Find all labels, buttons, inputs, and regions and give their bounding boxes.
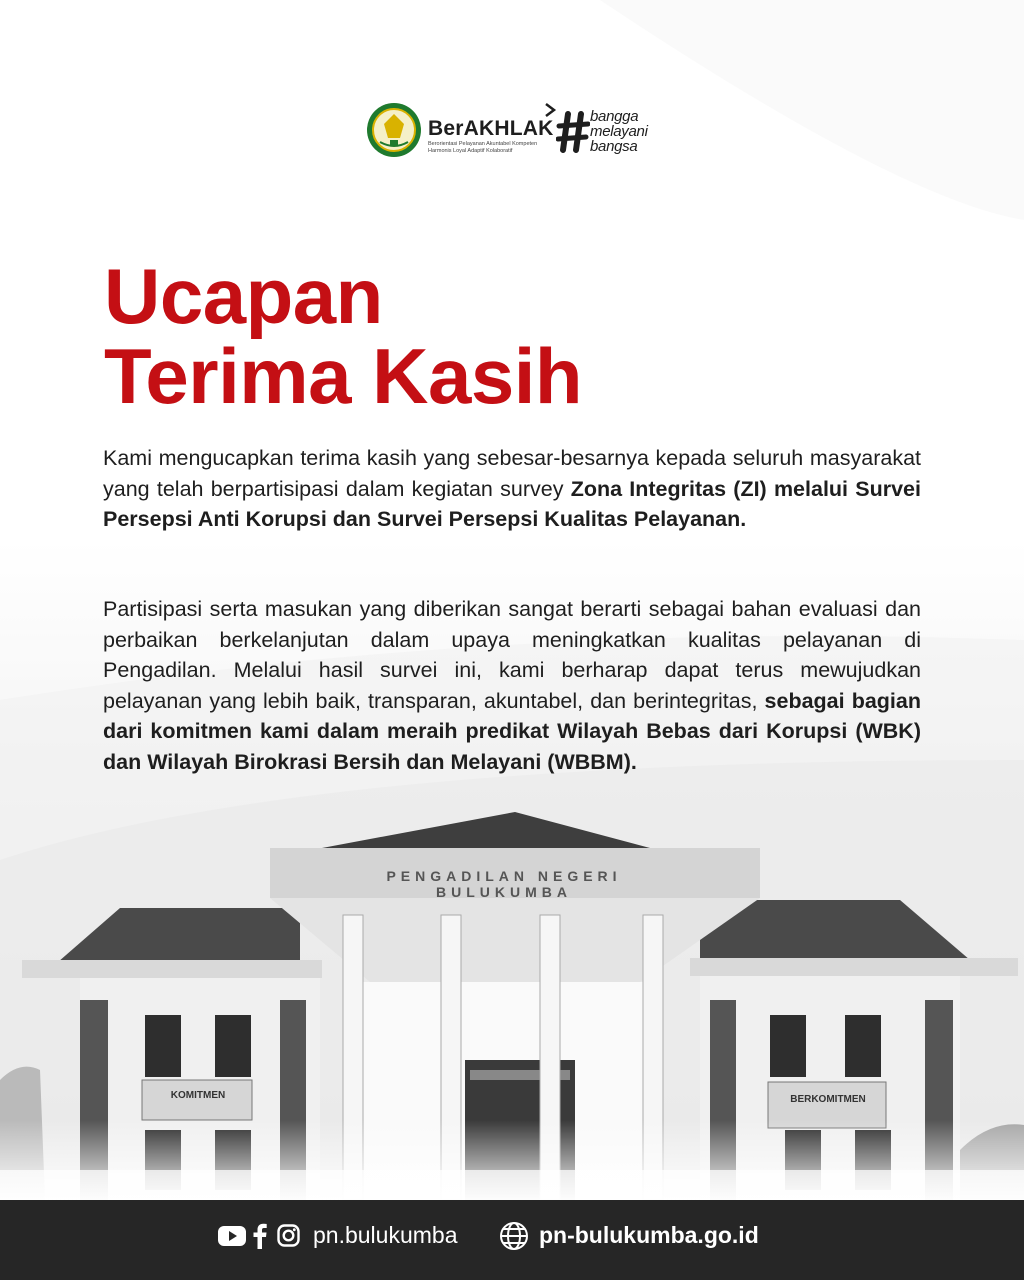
social-handle[interactable]: pn.bulukumba bbox=[313, 1222, 458, 1248]
facebook-icon[interactable] bbox=[252, 1223, 268, 1249]
tagline-word-3: bangsa bbox=[590, 138, 638, 155]
tagline-word-2: melayani bbox=[590, 123, 648, 140]
building-banner-right: BERKOMITMEN bbox=[790, 1094, 866, 1105]
globe-icon bbox=[499, 1221, 529, 1251]
berakhlak-values-line1: Berorientasi Pelayanan Akuntabel Kompeten bbox=[428, 141, 538, 147]
building-sign: PENGADILAN NEGERI BULUKUMBA bbox=[386, 868, 622, 900]
instagram-icon[interactable] bbox=[277, 1224, 300, 1247]
footer-bar bbox=[0, 1200, 1024, 1280]
paragraph-participation-text: Partisipasi serta masukan yang diberikan sangat berarti sebagai bahan evaluasi dan perbaikan berkelanjutan dalam upaya meningkatkan kualitas pelayanan di Pengadilan. Melalui hasil survei ini, kami berharap dapat terus mewujudkan pelayanan yang lebih baik, transparan, akuntabel, dan berintegritas, bbox=[103, 597, 921, 713]
berakhlak-values-line2: Harmonis Loyal Adaptif Kolaboratif bbox=[428, 148, 513, 154]
title-line-1: Ucapan bbox=[104, 252, 383, 340]
paragraph-participation-bold: sebagai bagian dari komitmen kami dalam meraih predikat Wilayah Bebas dari Korupsi (WBK) dan Wilayah Birokrasi Bersih dan Melayani (WBBM). bbox=[103, 688, 921, 774]
berakhlak-brand: BerAKHLAK bbox=[428, 117, 554, 140]
building-banner-left: KOMITMEN bbox=[170, 1090, 226, 1101]
court-logo bbox=[366, 102, 422, 158]
building-fade bbox=[0, 1120, 1024, 1200]
paragraph-intro bbox=[103, 443, 921, 535]
title-line-2: Terima Kasih bbox=[104, 332, 583, 420]
paragraph-participation bbox=[103, 594, 921, 777]
youtube-icon[interactable] bbox=[218, 1226, 246, 1246]
chevron-right-icon bbox=[543, 102, 557, 118]
website-link[interactable]: pn-bulukumba.go.id bbox=[539, 1222, 759, 1248]
paragraph-intro-bold: Zona Integritas (ZI) melalui Survei Persepsi Anti Korupsi dan Survei Persepsi Kualitas Pelayanan. bbox=[103, 476, 921, 531]
paragraph-intro-text: Kami mengucapkan terima kasih yang sebesar-besarnya kepada seluruh masyarakat yang telah berpartisipasi dalam kegiatan survey bbox=[103, 446, 921, 501]
tagline-word-1: bangga bbox=[590, 108, 639, 125]
hashtag-icon bbox=[556, 110, 590, 154]
